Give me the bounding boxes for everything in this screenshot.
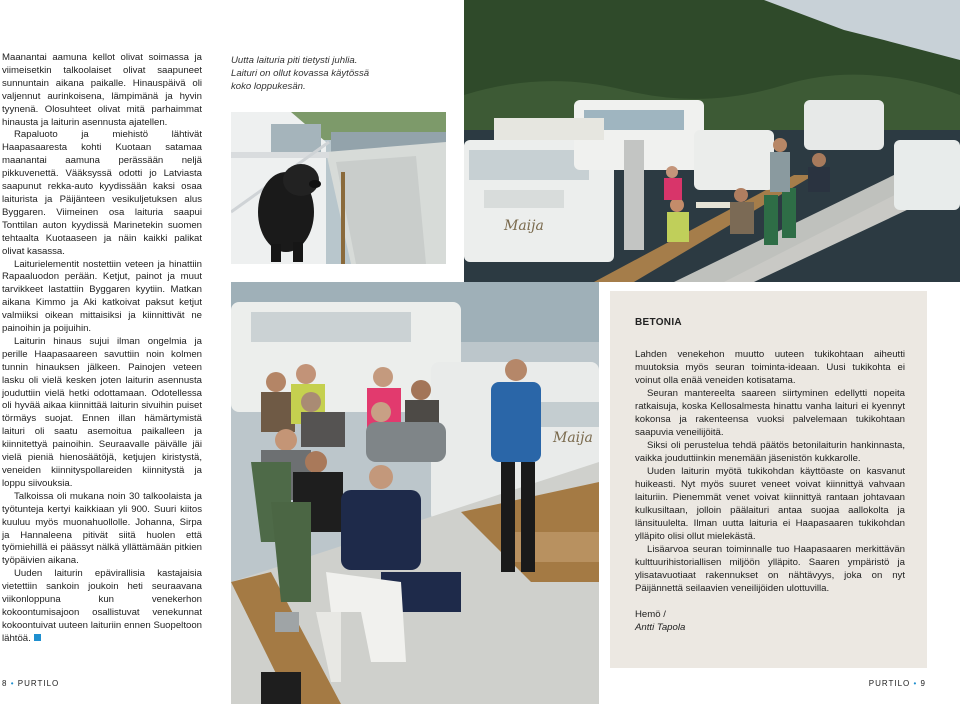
dog-on-boat-photo	[231, 112, 446, 264]
footer-title: PURTILO	[17, 679, 60, 688]
sidebar-paragraph: Seuran mantereelta saareen siirtyminen edellytti nopeita ratkaisuja, koska Kellosalmesta hinattu vanha laituri ei kyennyt kokonsa ja rakenteensa vuoksi palvelemaan tukikohtaan saapuvia veneilijöitä.	[635, 388, 905, 438]
footer-right	[869, 679, 926, 688]
sidebar-paragraph: Siksi oli perustelua tehdä päätös betonilaiturin hankinnasta, vaikka jouduttiinkin menemään jäsenistön kukkarolle.	[635, 440, 905, 464]
sidebar-paragraph: Lahden venekehon muutto uuteen tukikohtaan aiheutti muutoksia myös seuran toiminta-ideaan. Uusi tukikohta ei voinut olla enää veneiden kotisatama.	[635, 349, 905, 386]
end-mark-icon	[34, 634, 41, 641]
boat-name-label: Maija	[553, 430, 593, 446]
sidebar-paragraph: Uuden laiturin myötä tukikohdan käyttöaste on kasvanut huikeasti. Nyt myös suuret veneet voivat kiinnittyä vahvaan laituriin. Pienemmät venet voivat kiinnittyä rantaan johtavaan kulkusiltaan, jolloin päälaituri antaa suojaa aallokolta ja länsituulelta. Ilman uutta laituria ei Haapasaaren tukikohdan ylläpito olisi ollut mielekästä.	[635, 466, 905, 542]
article-paragraph: Laiturin hinaus sujui ilman ongelmia ja perille Haapasaareen savuttiin noin kolmen tunnin hinauksen jälkeen. Painojen veteen lasku oli vielä kesken joten laiturin asennusta jouduttiin vielä hetki odottamaan. Odotellessa oli hyvää aikaa kiinnittää laiturin sivuihin puiset törmäys suojat. Ennen illan hämärtymistä laituri oli saatu asemoitua paikalleen ja kiinnitettyä painoihin. Seuraavalle päivälle jäi vielä pieniä hienosäätöjä, ketjujen kiristystä, veneiden kiinnityspollareiden kiinnitystä ja loppu siivouksia.	[2, 335, 202, 489]
photo-caption	[231, 54, 401, 93]
signature	[635, 608, 905, 634]
betonia-sidebar	[610, 291, 927, 668]
page-number: 8	[2, 679, 8, 688]
caption-line: Laituri on ollut kovassa käytössä	[231, 68, 370, 79]
article-paragraph-last	[2, 568, 202, 645]
sidebar-paragraph: Lisäarvoa seuran toiminnalle tuo Haapasaaren merkittävän kulttuurihistoriallisen miljöön ylläpito. Saaren ympäristö ja ylisatavuotiaat rakennukset on nähtävyys, joka on nyt Päijännettä seilaavien veneilijöiden ulottuvilla.	[635, 544, 905, 594]
article-paragraph: Talkoissa oli mukana noin 30 talkoolaista ja työtunteja kertyi kaikkiaan yli 900. Suuri kiitos kuuluu myös muonahuollolle. Johanna, Sirpa ja Hannaleena pitivät siitä huolen että työmiehillä ei päässyt nälkä yllättämään pitkien työpäivien aikana.	[2, 490, 202, 567]
footer-dot: •	[913, 679, 918, 688]
article-column	[2, 52, 202, 646]
article-paragraph-text: Uuden laiturin epävirallisia kastajaisia vietettiin sankoin joukoin heti seuraavana viikonloppuna kun venekerhon kokoontumisajoon osallistuvat venekunnat kokoontuivat uuteen laituriin ennen Suopeltoon lähtöä.	[2, 568, 202, 644]
article-paragraph: Maanantai aamuna kellot olivat soimassa ja viimeisetkin talkoolaiset olivat saapuneet sunnuntain aikana paikalle. Hinauspäivä oli valjennut aurinkoisena, lämpimänä ja hyvin tyynenä. Olosuhteet olivat mitä parhaimmat hinausta ja laiturin asennusta ajatellen.	[2, 52, 202, 128]
article-paragraph: Rapaluoto ja miehistö lähtivät Haapasaaresta kohti Kuotaan satamaa maanantai aamuna perässään neljä pikkuvenettä. Vääksyssä odotti jo Latviasta saapunut rekka-auto kyydissään kaksi osaa laiturista ja Päijänteen vesikuljetuksen alus Byggaren. Viimeinen osa laituria saapui Tonttilan auton kyydissä Marinetekin suomen tehtaalta Kuotaaseen ja näin kaikki palikat olivat kasassa.	[2, 129, 202, 257]
article-paragraph: Laiturielementit nostettiin veteen ja hinattiin Rapaaluodon perään. Ketjut, painot ja muut tarvikkeet lastattiin Byggaren kyytiin. Matkan aikana Kimmo ja Aki katkoivat paksut ketjut valmiiksi oikean mittaisiksi ja kiinnittivät ne painoihin ja poijuihin.	[2, 258, 202, 335]
marina-party-photo	[464, 0, 960, 282]
footer-dot: •	[10, 679, 15, 688]
footer-title: PURTILO	[868, 679, 911, 688]
signature-place: Hemö /	[635, 609, 666, 620]
footer-left	[2, 679, 59, 688]
people-on-dock-photo	[231, 282, 599, 704]
caption-line: Uutta laituria piti tietysti juhlia.	[231, 55, 358, 66]
page-number: 9	[920, 679, 926, 688]
boat-name-label: Maija	[504, 218, 544, 234]
caption-line: koko loppukesän.	[231, 81, 306, 92]
signature-author: Antti Tapola	[635, 622, 686, 633]
sidebar-title: BETONIA	[635, 317, 682, 328]
